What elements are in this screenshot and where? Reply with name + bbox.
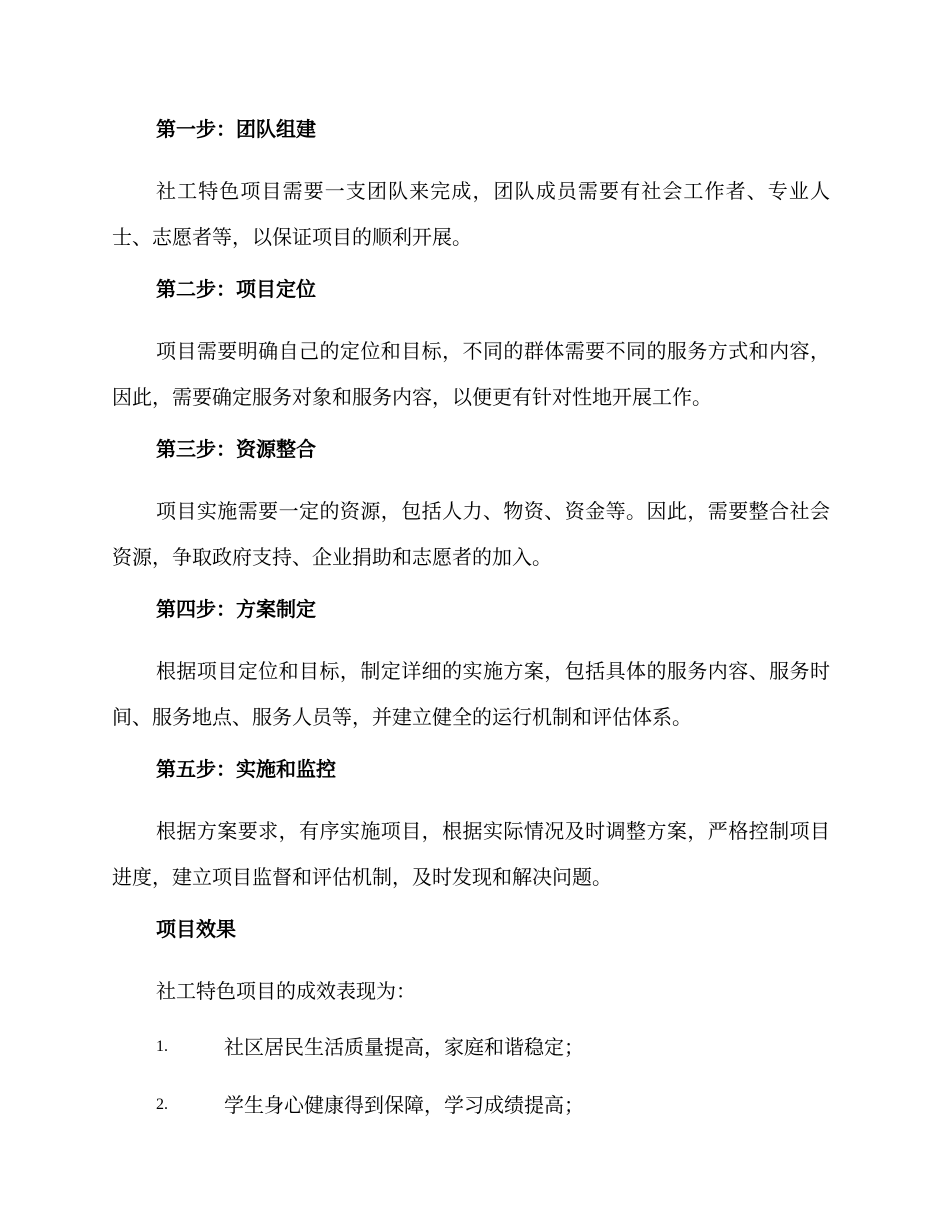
document-content — [112, 112, 830, 1140]
section-body-step1: 社工特色项目需要一支团队来完成，团队成员需要有社会工作者、专业人士、志愿者等，以保证项目的顺利开展。 — [112, 179, 830, 249]
section-body-step5: 根据方案要求，有序实施项目，根据实际情况及时调整方案，严格控制项目进度，建立项目监督和评估机制，及时发现和解决问题。 — [112, 819, 830, 889]
section-heading-step3: 第三步：资源整合 — [156, 437, 316, 461]
list-item-text: 社区居民生活质量提高，家庭和谐稳定； — [224, 1035, 584, 1059]
effects-heading: 项目效果 — [156, 917, 236, 941]
section-heading-step1: 第一步：团队组建 — [156, 117, 316, 141]
section-body-step3: 项目实施需要一定的资源，包括人力、物资、资金等。因此，需要整合社会资源，争取政府支持、企业捐助和志愿者的加入。 — [112, 499, 830, 569]
list-item-number: 1. — [156, 1038, 168, 1055]
list-item — [112, 1082, 830, 1128]
section-heading-step4: 第四步：方案制定 — [156, 597, 316, 621]
section-heading-step5: 第五步：实施和监控 — [156, 757, 336, 781]
list-item-number: 2. — [156, 1096, 168, 1113]
section-body-step2: 项目需要明确自己的定位和目标，不同的群体需要不同的服务方式和内容，因此，需要确定服务对象和服务内容，以便更有针对性地开展工作。 — [112, 339, 830, 409]
section-heading-step2: 第二步：项目定位 — [156, 277, 316, 301]
list-item-text: 学生身心健康得到保障，学习成绩提高； — [224, 1093, 584, 1117]
list-item — [112, 1024, 830, 1070]
section-body-step4: 根据项目定位和目标，制定详细的实施方案，包括具体的服务内容、服务时间、服务地点、服务人员等，并建立健全的运行机制和评估体系。 — [112, 659, 830, 729]
effects-intro: 社工特色项目的成效表现为： — [156, 979, 416, 1003]
